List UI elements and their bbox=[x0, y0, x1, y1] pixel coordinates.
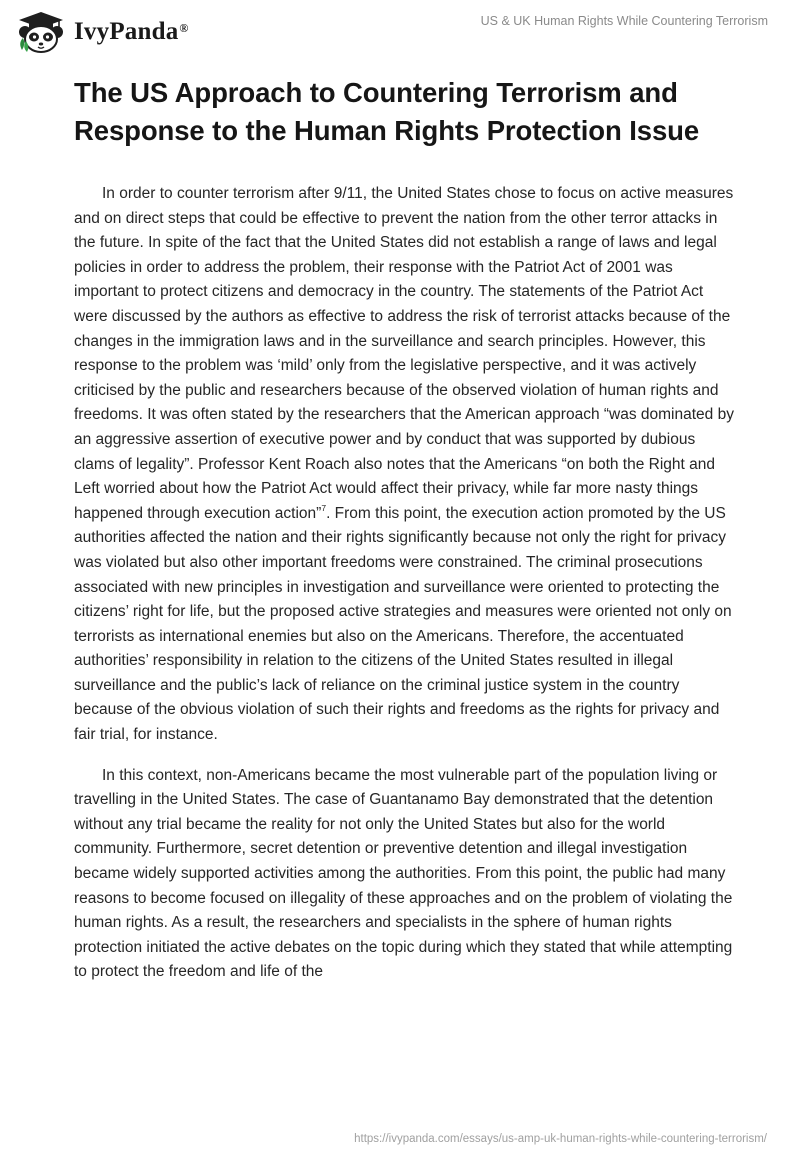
section-heading: The US Approach to Countering Terrorism and Response to the Human Rights Protection Issue bbox=[74, 77, 700, 146]
essay-content bbox=[74, 74, 734, 985]
ivypanda-logo[interactable] bbox=[16, 10, 189, 54]
body-paragraph-2: In this context, non-Americans became the most vulnerable part of the population living or travelling in the United States. The case of Guantanamo Bay demonstrated that the detention without any trial became the reality for not only the United States but also for the world community. Furthermore, secret detention or preventive detention and illegal investigation became widely supported activities among the authorities. From this point, the public had many reasons to become focused on illegality of these approaches and on the problem of violating the human rights. As a result, the researchers and specialists in the sphere of human rights protection initiated the active debates on the topic during which they stated that while attempting to protect the freedom and life of the bbox=[74, 766, 733, 981]
page-header bbox=[0, 0, 800, 60]
paragraph-1-text-b: . From this point, the execution action promoted by the US authorities affected the nation and their rights significantly because not only the right for privacy was violated but also other important freedoms were constrained. The criminal prosecutions associated with new principles in investigation and surveillance were oriented to protecting the citizens’ right for life, but the proposed active strategies and measures were oriented not only on terrorists as international enemies but also on the Americans. Therefore, the accentuated authorities’ responsibility in relation to the citizens of the United States resulted in illegal surveillance and the public’s lack of reliance on the criminal justice system in the country because of the obvious violation of such their rights and freedoms as the rights for privacy and fair trial, for instance. bbox=[74, 504, 732, 744]
brand-name bbox=[74, 10, 189, 54]
footnote-ref-7[interactable]: 7 bbox=[321, 502, 327, 513]
document-title: US & UK Human Rights While Countering Terrorism bbox=[480, 14, 768, 28]
paragraph-1-text-a: In order to counter terrorism after 9/11, the United States chose to focus on active measures and on direct steps that could be effective to prevent the nation from the other terror attacks in the future. In spite of the fact that the United States did not establish a range of laws and legal policies in order to address the problem, their response with the Patriot Act of 2001 was important to protect citizens and democracy in the country. The statements of the Patriot Act were discussed by the authors as effective to address the risk of terrorist attacks because of the changes in the immigration laws and in the surveillance and search principles. However, this response to the problem was ‘mild’ only from the legislative perspective, and it was actively criticised by the public and researchers because of the observed violation of human rights and freedoms. It was often stated by the researchers that the American approach “was dominated by an aggressive assertion of executive power and by conduct that was supported by dubious clams of legality”. Professor Kent Roach also notes that the Americans “on both the Right and Left worried about how the Patriot Act would affect their privacy, while far more nasty things happened through execution action” bbox=[74, 185, 734, 522]
brand-name-text: IvyPanda bbox=[74, 18, 179, 45]
panda-graduate-logo-icon bbox=[16, 10, 66, 54]
body-paragraph-1 bbox=[74, 182, 734, 748]
registered-mark: ® bbox=[179, 21, 189, 35]
source-url[interactable]: https://ivypanda.com/essays/us-amp-uk-human-rights-while-countering-terrorism/ bbox=[354, 1133, 767, 1145]
